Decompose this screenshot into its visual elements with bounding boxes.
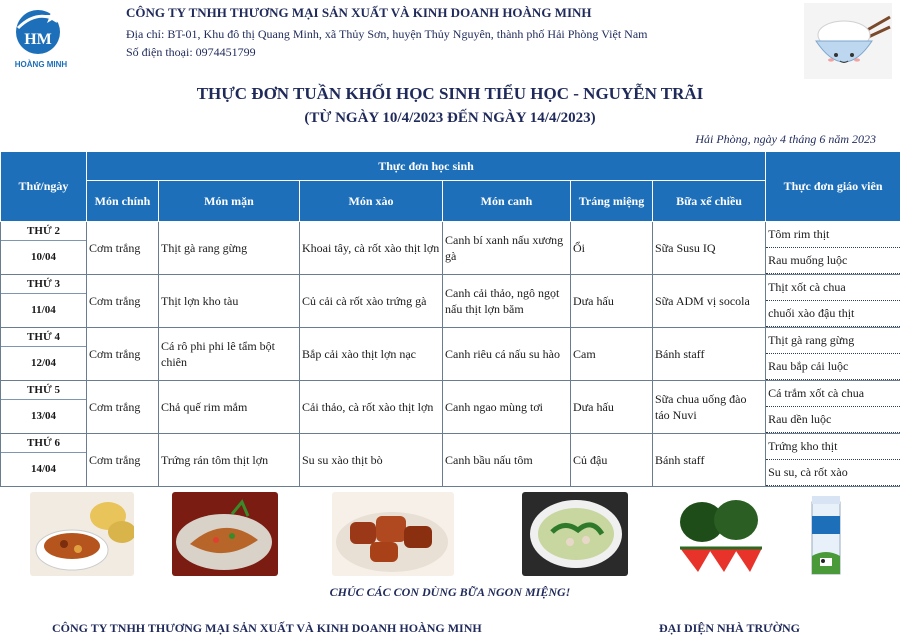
day-name: THỨ 2 (1, 223, 86, 241)
food-image-milk-carton (808, 492, 844, 576)
day-date: 10/04 (1, 241, 86, 273)
afternoon-snack-cell: Sữa chua uống đào táo Nuvi (653, 381, 766, 434)
soup-cell: Canh bí xanh nấu xương gà (443, 222, 571, 275)
salty-dish-cell: Chả quế rim mắm (159, 381, 300, 434)
day-cell (1, 434, 87, 487)
rice-bowl-icon (804, 3, 892, 79)
food-image-watermelon (676, 492, 764, 576)
stir-fry-cell: Bắp cải xào thịt lợn nạc (300, 328, 443, 381)
col-header-main-dish: Món chính (87, 181, 159, 222)
main-dish-cell: Cơm trắng (87, 328, 159, 381)
dessert-cell: Dưa hấu (571, 275, 653, 328)
menu-table (0, 151, 900, 487)
col-header-dessert: Tráng miệng (571, 181, 653, 222)
stir-fry-cell: Cải thảo, cà rốt xào thịt lợn (300, 381, 443, 434)
teacher-menu-cell (766, 381, 900, 434)
day-date: 14/04 (1, 453, 86, 485)
teacher-dish: Rau bắp cải luộc (766, 354, 900, 380)
table-row (1, 275, 900, 328)
stir-fry-cell: Củ cải cà rốt xào trứng gà (300, 275, 443, 328)
dessert-cell: Củ đậu (571, 434, 653, 487)
table-row (1, 434, 900, 487)
day-date: 11/04 (1, 294, 86, 326)
day-cell (1, 275, 87, 328)
teacher-dish: chuối xào đậu thịt (766, 301, 900, 327)
day-cell (1, 222, 87, 275)
main-dish-cell: Cơm trắng (87, 381, 159, 434)
place-date: Hải Phòng, ngày 4 tháng 6 năm 2023 (695, 132, 876, 147)
salty-dish-cell: Thịt lợn kho tàu (159, 275, 300, 328)
col-header-day: Thứ/ngày (1, 152, 87, 222)
day-name: THỨ 6 (1, 435, 86, 453)
company-phone: Số điện thoại: 0974451799 (126, 45, 256, 60)
afternoon-snack-cell: Bánh staff (653, 434, 766, 487)
afternoon-snack-cell: Bánh staff (653, 328, 766, 381)
col-header-salty-dish: Món mặn (159, 181, 300, 222)
closing-message: CHÚC CÁC CON DÙNG BỮA NGON MIỆNG! (0, 585, 900, 600)
day-name: THỨ 4 (1, 329, 86, 347)
soup-cell: Canh ngao mùng tơi (443, 381, 571, 434)
page-subtitle: (TỪ NGÀY 10/4/2023 ĐẾN NGÀY 14/4/2023) (0, 110, 900, 127)
teacher-menu-cell (766, 222, 900, 275)
stir-fry-cell: Khoai tây, cà rốt xào thịt lợn (300, 222, 443, 275)
stir-fry-cell: Su su xào thịt bò (300, 434, 443, 487)
table-row (1, 381, 900, 434)
teacher-dish: Su su, cà rốt xào (766, 460, 900, 486)
teacher-dish: Rau dền luộc (766, 407, 900, 433)
footer-company-name: CÔNG TY TNHH THƯƠNG MẠI SẢN XUẤT VÀ KINH DOANH HOÀNG MINH (52, 621, 482, 636)
teacher-dish: Thịt xốt cà chua (766, 275, 900, 301)
dessert-cell: Dưa hấu (571, 381, 653, 434)
main-dish-cell: Cơm trắng (87, 275, 159, 328)
teacher-dish: Tôm rim thịt (766, 222, 900, 248)
food-image-fried-fish (172, 492, 278, 576)
group-header-student-menu: Thực đơn học sinh (87, 152, 766, 181)
salty-dish-cell: Trứng rán tôm thịt lợn (159, 434, 300, 487)
svg-text:HOÀNG MINH: HOÀNG MINH (15, 60, 68, 69)
afternoon-snack-cell: Sữa ADM vị socola (653, 275, 766, 328)
teacher-dish: Thịt gà rang gừng (766, 328, 900, 354)
day-name: THỨ 3 (1, 276, 86, 294)
table-row (1, 328, 900, 381)
svg-text:HM: HM (24, 31, 52, 48)
col-header-afternoon-snack: Bữa xế chiều (653, 181, 766, 222)
teacher-menu-cell (766, 434, 900, 487)
teacher-dish: Rau muống luộc (766, 248, 900, 274)
footer-school-representative: ĐẠI DIỆN NHÀ TRƯỜNG (659, 621, 800, 636)
afternoon-snack-cell: Sữa Susu IQ (653, 222, 766, 275)
dessert-cell: Cam (571, 328, 653, 381)
day-cell (1, 328, 87, 381)
teacher-menu-cell (766, 328, 900, 381)
soup-cell: Canh cải thảo, ngô ngọt nấu thịt lợn băm (443, 275, 571, 328)
teacher-menu-cell (766, 275, 900, 328)
teacher-dish: Trứng kho thịt (766, 434, 900, 460)
main-dish-cell: Cơm trắng (87, 434, 159, 487)
col-header-soup: Món canh (443, 181, 571, 222)
day-date: 12/04 (1, 347, 86, 379)
food-image-stew (30, 492, 134, 576)
soup-cell: Canh bầu nấu tôm (443, 434, 571, 487)
menu-table-body (1, 222, 900, 487)
table-row (1, 222, 900, 275)
day-cell (1, 381, 87, 434)
salty-dish-cell: Thịt gà rang gừng (159, 222, 300, 275)
company-address: Địa chỉ: BT-01, Khu đô thị Quang Minh, xã Thủy Sơn, huyện Thủy Nguyên, thành phố Hải Phòng Việt Nam (126, 27, 647, 42)
teacher-dish: Cá trắm xốt cà chua (766, 381, 900, 407)
main-dish-cell: Cơm trắng (87, 222, 159, 275)
salty-dish-cell: Cá rô phi phi lê tẩm bột chiên (159, 328, 300, 381)
col-header-teacher-menu: Thực đơn giáo viên (766, 152, 900, 222)
food-image-vegetable-soup (522, 492, 628, 576)
dessert-cell: Ổi (571, 222, 653, 275)
day-name: THỨ 5 (1, 382, 86, 400)
page-title: THỰC ĐƠN TUẦN KHỐI HỌC SINH TIỂU HỌC - NGUYỄN TRÃI (0, 84, 900, 104)
company-logo (8, 4, 74, 70)
col-header-stir-fry: Món xào (300, 181, 443, 222)
soup-cell: Canh riêu cá nấu su hào (443, 328, 571, 381)
company-name: CÔNG TY TNHH THƯƠNG MẠI SẢN XUẤT VÀ KINH DOANH HOÀNG MINH (126, 5, 592, 21)
day-date: 13/04 (1, 400, 86, 432)
food-image-braised-pork (332, 492, 454, 576)
